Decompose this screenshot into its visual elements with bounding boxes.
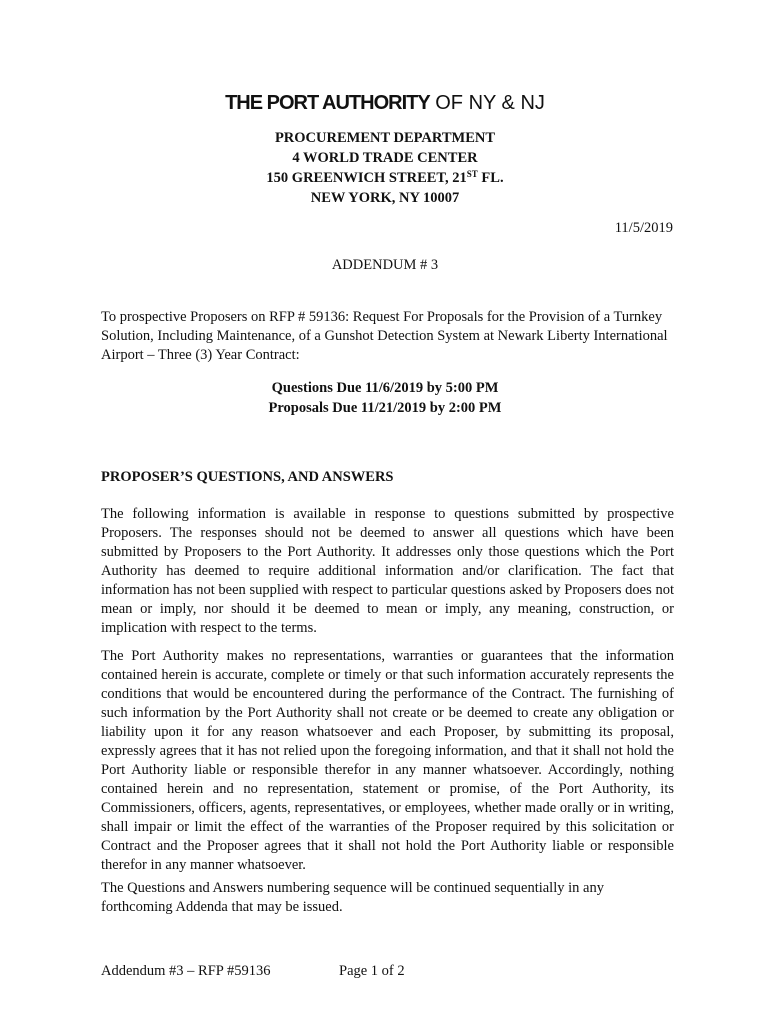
addendum-title: ADDENDUM # 3 [331, 257, 439, 273]
address-line-1: PROCUREMENT DEPARTMENT [274, 130, 496, 146]
address-line-3 [0, 168, 770, 188]
document-date: 11/5/2019 [614, 220, 673, 236]
address-line-3-post: FL. [477, 170, 504, 186]
footer-addendum-ref: Addendum #3 – RFP #59136 [101, 963, 271, 979]
address-line-3-sup: ST [466, 169, 478, 179]
intro-paragraph: To prospective Proposers on RFP # 59136: Request For Proposals for the Provision of a Turnkey Solution, Including Maintenance, of a Gunshot Detection System at Newark Liberty International Airport – Three (3) Year Contract: [101, 309, 668, 363]
logo-bold-text: THE PORT AUTHORITY [225, 92, 430, 114]
paragraph-1: The following information is available in response to questions submitted by prospective Proposers. The responses should not be deemed to answer all questions which have been submitted by Proposers to the Port Authority. It addresses only those questions which the Port Authority has deemed to require additional information and/or clarification. The fact that information has not been supplied with respect to particular questions asked by Proposers does not mean or imply, nor should it be deemed to mean or imply, any meaning, construction, or implication with respect to the terms. [101, 506, 674, 636]
address-line-4: NEW YORK, NY 10007 [310, 190, 460, 206]
address-line-3-pre: 150 GREENWICH STREET, 21 [266, 170, 467, 186]
due-dates [0, 378, 770, 418]
address-line-2: 4 WORLD TRADE CENTER [292, 150, 478, 166]
address-block [0, 128, 770, 208]
port-authority-logo [0, 90, 770, 116]
logo-light-text: OF NY & NJ [429, 92, 545, 114]
footer-page-number: Page 1 of 2 [339, 963, 405, 979]
questions-due: Questions Due 11/6/2019 by 5:00 PM [271, 380, 499, 396]
paragraph-3: The Questions and Answers numbering sequence will be continued sequentially in any forthcoming Addenda that may be issued. [101, 880, 604, 915]
proposals-due: Proposals Due 11/21/2019 by 2:00 PM [268, 400, 502, 416]
paragraph-2: The Port Authority makes no representations, warranties or guarantees that the information contained herein is accurate, complete or timely or that such information accurately represents the conditions that would be encountered during the performance of the Contract. The furnishing of such information by the Port Authority shall not create or be deemed to create any obligation or liability upon it for any reason whatsoever and each Proposer, by submitting its proposal, expressly agrees that it has not relied upon the foregoing information, and that it shall not hold the Port Authority liable or responsible therefor in any manner whatsoever. Accordingly, nothing contained herein and no representation, statement or promise, of the Port Authority, its Commissioners, officers, agents, representatives, or employees, whether made orally or in writing, shall impair or limit the effect of the warranties of the Proposer required by this solicitation or Contract and the Proposer agrees that it shall not hold the Port Authority liable or responsible therefor in any manner whatsoever. [101, 648, 674, 873]
section-heading: PROPOSER’S QUESTIONS, AND ANSWERS [101, 469, 394, 485]
